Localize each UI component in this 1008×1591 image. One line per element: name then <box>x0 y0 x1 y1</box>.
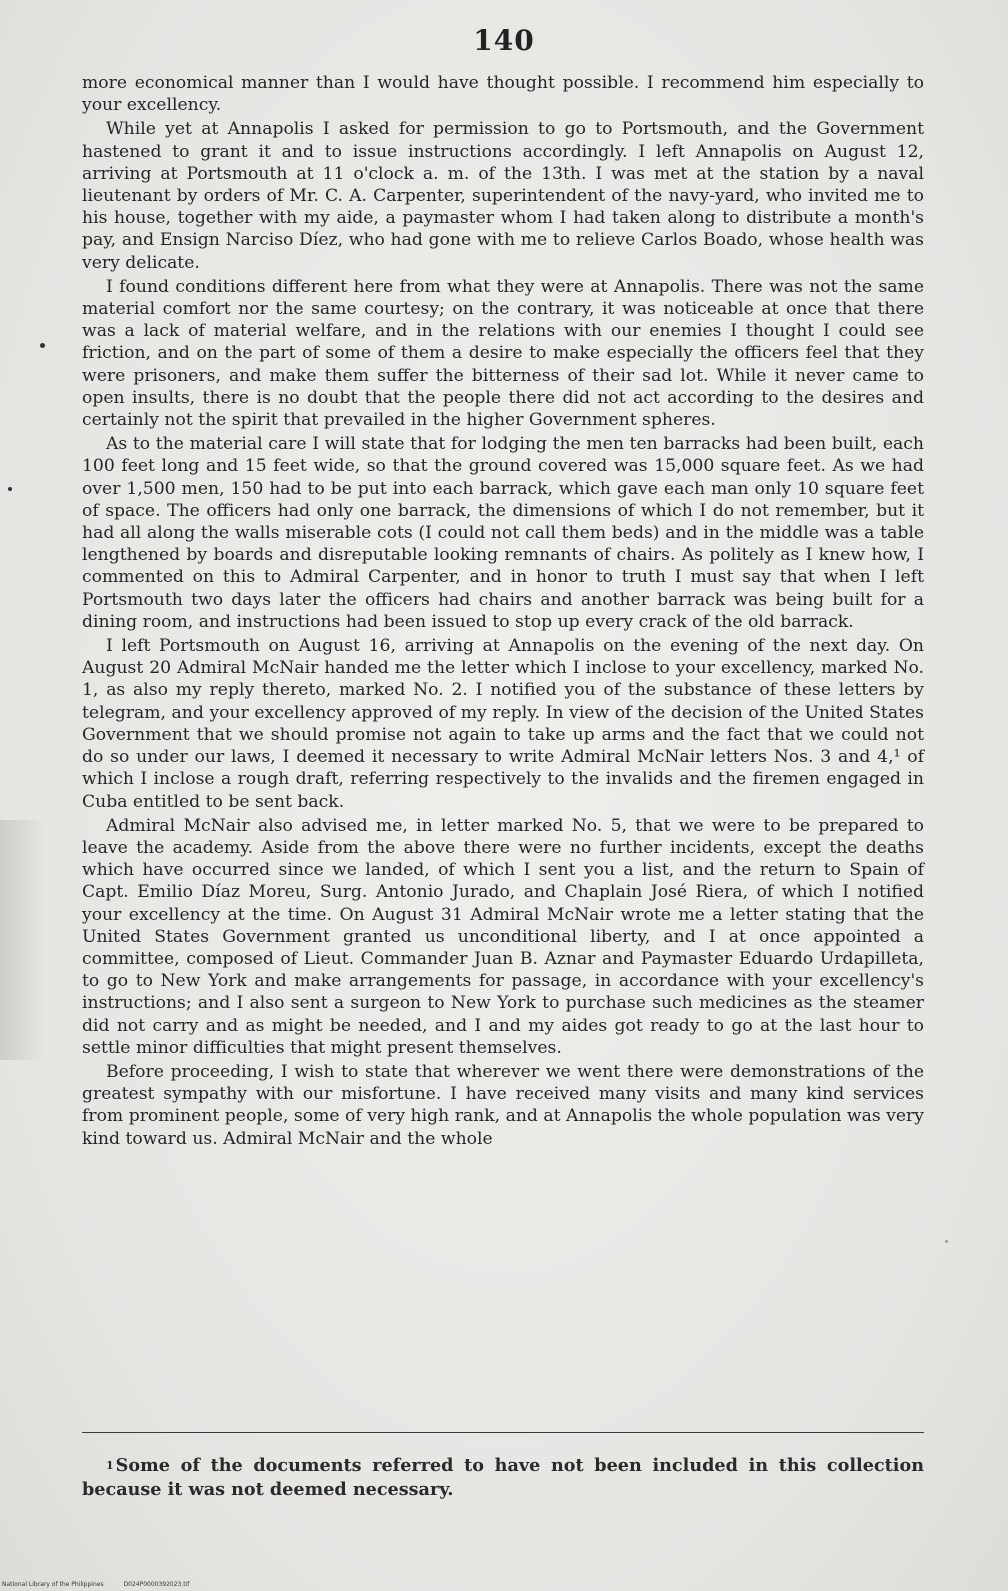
paragraph-6: Admiral McNair also advised me, in letter marked No. 5, that we were to be prepared to leave the academy. Aside from the above there were no further incidents, except the deaths which have occurred since we landed, of which I sent you a list, and the return to Spain of Capt. Emilio Díaz Moreu, Surg. Antonio Jurado, and Chaplain José Riera, of which I notified your excellency at the time. On August 31 Admiral McNair wrote me a letter stating that the United States Government granted us unconditional liberty, and I at once appointed a committee, composed of Lieut. Commander Juan B. Aznar and Paymaster Eduardo Urdapilleta, to go to New York and make arrangements for passage, in accordance with your excellency's instructions; and I also sent a surgeon to New York to purchase such medicines as the steamer did not carry and as might be needed, and I and my aides got ready to go at the last hour to settle minor difficulties that might present themselves. <box>82 815 924 1058</box>
footnote-text: Some of the documents referred to have not been included in this collection because it was not deemed necessary. <box>82 1455 924 1500</box>
body-text <box>82 72 924 1150</box>
paragraph-2: While yet at Annapolis I asked for permission to go to Portsmouth, and the Government hastened to grant it and to issue instructions accordingly. I left Annapolis on August 12, arriving at Portsmouth at 11 o'clock a. m. of the 13th. I was met at the station by a naval lieutenant by orders of Mr. C. A. Carpenter, superintendent of the navy-yard, who invited me to his house, together with my aide, a paymaster whom I had taken along to distribute a month's pay, and Ensign Narciso Díez, who had gone with me to relieve Carlos Boado, whose health was very delicate. <box>82 119 924 273</box>
scan-speck <box>40 343 45 348</box>
footnote-marker: 1 <box>106 1459 114 1472</box>
footnote <box>82 1454 924 1502</box>
scan-edge-shadow <box>0 820 46 1060</box>
paragraph-7: Before proceeding, I wish to state that wherever we went there were demonstrations of the greatest sympathy with our misfortune. I have received many visits and many kind services from prominent people, some of very high rank, and at Annapolis the whole population was very kind toward us. Admiral McNair and the whole <box>82 1061 924 1149</box>
scan-speck <box>945 1240 948 1243</box>
paragraph-3: I found conditions different here from what they were at Annapolis. There was not the same material comfort nor the same courtesy; on the contrary, it was noticeable at once that there was a lack of material welfare, and in the relations with our enemies I thought I could see friction, and on the part of some of them a desire to make especially the officers feel that they were prisoners, and make them suffer the bitterness of their sad lot. While it never came to open insults, there is no doubt that the people there did not act according to the desires and certainly not the spirit that prevailed in the higher Government spheres. <box>82 276 924 431</box>
scan-library: National Library of the Philippines <box>2 1581 104 1588</box>
paragraph-1: more economical manner than I would have thought possible. I recommend him especially to your excellency. <box>82 73 924 116</box>
footnote-divider <box>82 1432 924 1433</box>
paragraph-5: I left Portsmouth on August 16, arriving at Annapolis on the evening of the next day. On August 20 Admiral McNair handed me the letter which I inclose to your excellency, marked No. 1, as also my reply thereto, marked No. 2. I notified you of the substance of these letters by telegram, and your excellency approved of my reply. In view of the decision of the United States Government that we should promise not again to take up arms and the fact that we could not do so under our laws, I deemed it necessary to write Admiral McNair letters Nos. 3 and 4,¹ of which I inclose a rough draft, referring respectively to the invalids and the firemen engaged in Cuba entitled to be sent back. <box>82 636 924 812</box>
scan-stamp <box>2 1581 207 1588</box>
paragraph-4: As to the material care I will state that for lodging the men ten barracks had been built, each 100 feet long and 15 feet wide, so that the ground covered was 15,000 square feet. As we had over 1,500 men, 150 had to be put into each barrack, which gave each man only 10 square feet of space. The officers had only one barrack, the dimensions of which I do not remember, but it had all along the walls miserable cots (I could not call them beds) and in the middle was a table lengthened by boards and disreputable looking remnants of chairs. As politely as I knew how, I commented on this to Admiral Carpenter, and in honor to truth I must say that when I left Portsmouth two days later the officers had chairs and another barrack was being built for a dining room, and instructions had been issued to stop up every crack of the old barrack. <box>82 434 924 632</box>
page-number: 140 <box>473 24 535 57</box>
scan-speck <box>8 487 12 491</box>
scan-identifier: D024P0000392023.tif <box>123 1581 190 1588</box>
